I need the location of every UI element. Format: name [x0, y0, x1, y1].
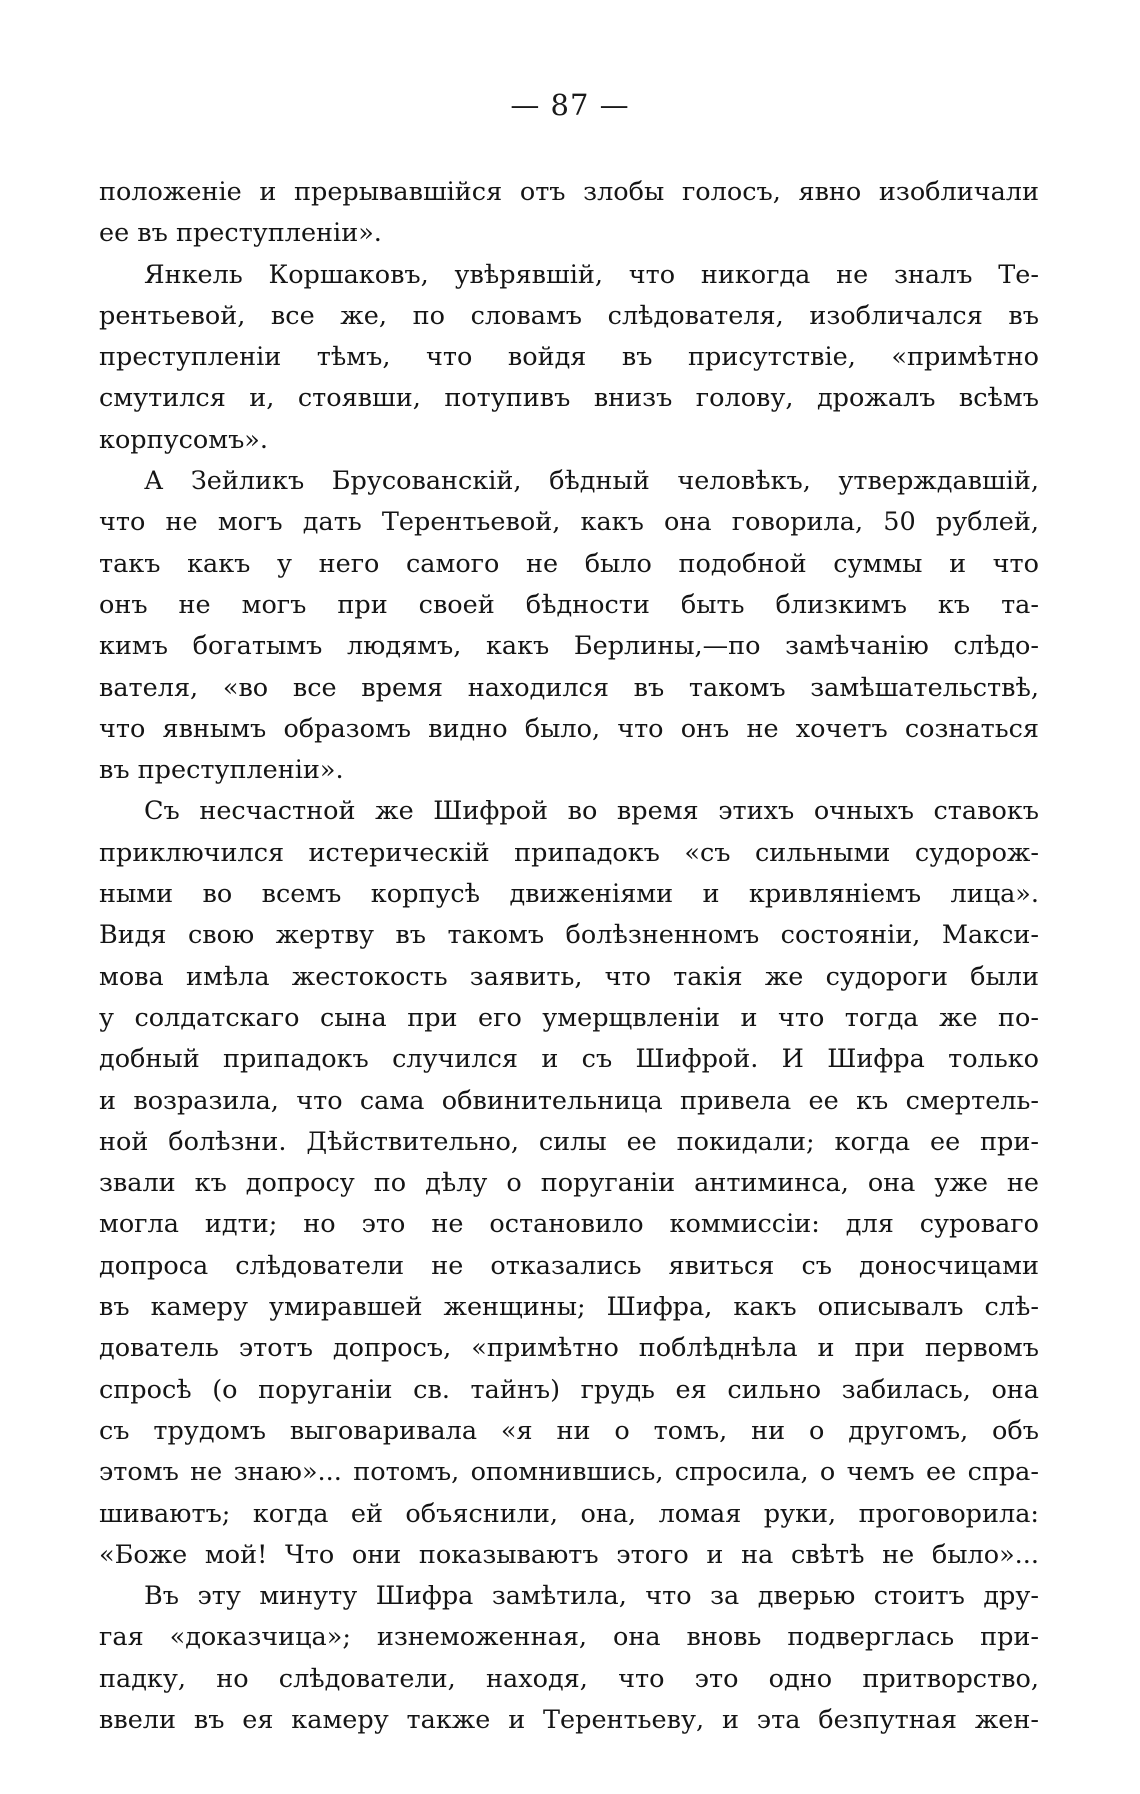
text-line: шиваютъ; когда ей объяснили, она, ломая руки, проговорила:: [99, 1498, 1039, 1529]
text-line: что не могъ дать Терентьевой, какъ она говорила, 50 рублей,: [99, 507, 1039, 538]
text-line: приключился истерическій припадокъ «съ сильными судорож-: [99, 837, 1039, 868]
text-line: спросѣ (о поруганіи св. тайнъ) грудь ея сильно забилась, она: [99, 1374, 1039, 1405]
text-line: падку, но слѣдователи, находя, что это одно притворство,: [99, 1663, 1039, 1694]
text-line: преступленіи тѣмъ, что войдя въ присутствіе, «примѣтно: [99, 342, 1039, 373]
text-line: и возразила, что сама обвинительница привела ее къ смертель-: [99, 1085, 1039, 1116]
text-line: Видя свою жертву въ такомъ болѣзненномъ состояніи, Макси-: [99, 920, 1039, 951]
page-number: — 87 —: [510, 88, 630, 122]
text-line: кимъ богатымъ людямъ, какъ Берлины,—по замѣчанію слѣдо-: [99, 631, 1039, 662]
text-line: смутился и, стоявши, потупивъ внизъ голову, дрожалъ всѣмъ: [99, 383, 1039, 414]
text-line: А Зейликъ Брусованскій, бѣдный человѣкъ, утверждавшій,: [144, 466, 1039, 497]
text-line: Янкель Коршаковъ, увѣрявшій, что никогда не зналъ Те-: [144, 259, 1039, 290]
text-line: въ камеру умиравшей женщины; Шифра, какъ описывалъ слѣ-: [99, 1292, 1039, 1323]
text-line: вателя, «во все время находился въ такомъ замѣшательствѣ,: [99, 672, 1039, 703]
text-line: что явнымъ образомъ видно было, что онъ не хочетъ сознаться: [99, 713, 1039, 744]
text-line: корпусомъ».: [99, 424, 269, 455]
text-line: положеніе и прерывавшійся отъ злобы голосъ, явно изобличали: [99, 177, 1039, 207]
text-line: съ трудомъ выговаривала «я ни о томъ, ни о другомъ, объ: [99, 1415, 1039, 1446]
text-line: ной болѣзни. Дѣйствительно, силы ее покидали; когда ее при-: [99, 1126, 1039, 1157]
text-line: ными во всемъ корпусѣ движеніями и кривляніемъ лица».: [99, 879, 1039, 910]
text-line: мова имѣла жестокость заявить, что такія же судороги были: [99, 961, 1039, 992]
text-line: дователь этотъ допросъ, «примѣтно поблѣднѣла и при первомъ: [99, 1333, 1039, 1364]
text-line: Въ эту минуту Шифра замѣтила, что за дверью стоитъ дру-: [144, 1581, 1039, 1612]
text-line: ее въ преступленіи».: [99, 218, 382, 249]
body-text: [99, 172, 1039, 1741]
text-line: звали къ допросу по дѣлу о поруганіи антиминса, она уже не: [99, 1168, 1039, 1199]
text-line: въ преступленіи».: [99, 755, 344, 786]
text-line: рентьевой, все же, по словамъ слѣдователя, изобличался въ: [99, 300, 1039, 331]
text-line: онъ не могъ при своей бѣдности быть близкимъ къ та-: [99, 589, 1039, 620]
text-line: такъ какъ у него самого не было подобной суммы и что: [99, 548, 1039, 579]
text-line: Съ несчастной же Шифрой во время этихъ очныхъ ставокъ: [144, 796, 1039, 827]
text-line: этомъ не знаю»... потомъ, опомнившись, спросила, о чемъ ее спра-: [99, 1457, 1039, 1488]
text-line: допроса слѣдователи не отказались явиться съ доносчицами: [99, 1250, 1039, 1281]
text-line: могла идти; но это не остановило коммиссіи: для суроваго: [99, 1209, 1039, 1240]
text-line: у солдатскаго сына при его умерщвленіи и что тогда же по-: [99, 1002, 1039, 1033]
text-line: гая «доказчица»; изнеможенная, она вновь подверглась при-: [99, 1622, 1039, 1653]
text-line: добный припадокъ случился и съ Шифрой. И Шифра только: [99, 1044, 1039, 1075]
text-line: ввели въ ея камеру также и Терентьеву, и эта безпутная жен-: [99, 1704, 1039, 1735]
text-line: «Боже мой! Что они показываютъ этого и на свѣтѣ не было»...: [99, 1539, 1039, 1570]
